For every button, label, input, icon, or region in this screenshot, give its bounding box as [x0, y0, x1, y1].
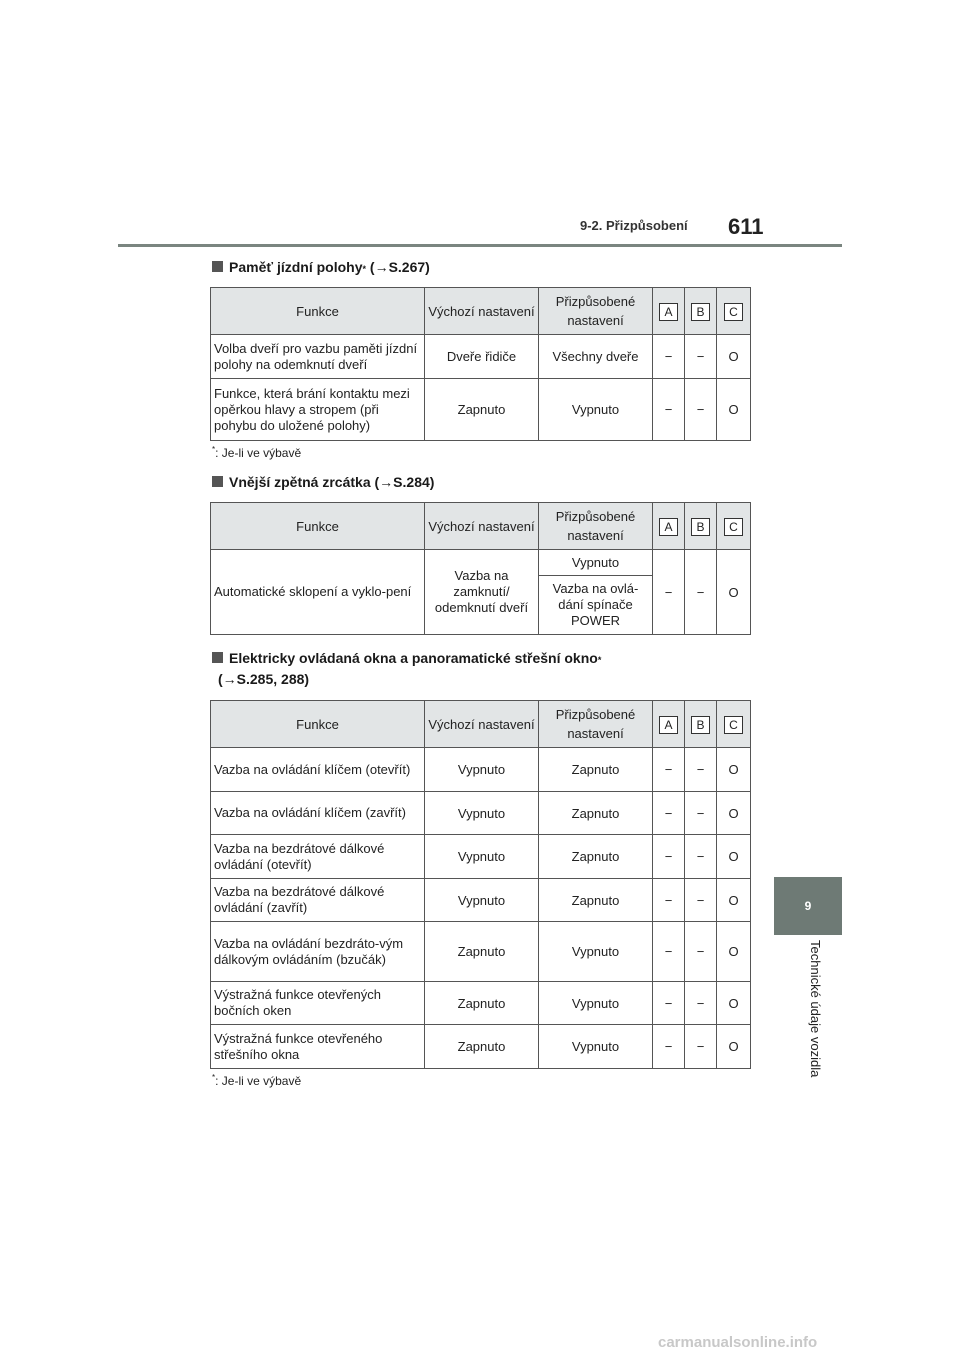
section-title-memory [212, 259, 430, 275]
cell-default: Vypnuto [425, 792, 539, 835]
chapter-number: 9 [804, 899, 812, 913]
cell-b: − [685, 379, 717, 441]
cell-function: Vazba na bezdrátové dálkové ovládání (otevřít) [211, 835, 425, 879]
cell-custom: Zapnuto [539, 879, 653, 922]
table-row [211, 982, 751, 1025]
col-a [653, 701, 685, 748]
cell-custom: Všechny dveře [539, 335, 653, 379]
table-header-row [211, 288, 751, 335]
cell-default: Zapnuto [425, 379, 539, 441]
section-title-text: Vnější zpětná zrcátka [229, 474, 371, 490]
cell-a: − [653, 1025, 685, 1069]
label-a: A [659, 716, 678, 734]
cell-c: O [717, 879, 751, 922]
section-reference[interactable]: (→S.267) [369, 259, 430, 275]
cell-custom: Zapnuto [539, 835, 653, 879]
cell-a: − [653, 748, 685, 792]
label-b: B [691, 303, 710, 321]
cell-c: O [717, 835, 751, 879]
col-c [717, 503, 751, 550]
section-reference[interactable]: (→S.284) [374, 474, 435, 490]
cell-custom: Vypnuto [539, 1025, 653, 1069]
col-custom: Přizpůsobené nastavení [539, 503, 653, 550]
cell-a: − [653, 550, 685, 635]
cell-b: − [685, 748, 717, 792]
table-row [211, 335, 751, 379]
footnote-memory [212, 445, 301, 460]
col-custom: Přizpůsobené nastavení [539, 701, 653, 748]
section-title-mirrors [212, 474, 434, 490]
col-b [685, 701, 717, 748]
cell-custom: Vypnuto [539, 922, 653, 982]
cell-b: − [685, 879, 717, 922]
cell-default: Zapnuto [425, 922, 539, 982]
footnote-text: : Je-li ve výbavě [215, 1074, 302, 1088]
col-function: Funkce [211, 288, 425, 335]
cell-a: − [653, 335, 685, 379]
col-c [717, 288, 751, 335]
cell-custom: Vypnuto [539, 982, 653, 1025]
bullet-square-icon [212, 476, 223, 487]
page-number: 611 [728, 214, 764, 239]
footnote-asterisk: * [212, 1073, 216, 1082]
col-a [653, 503, 685, 550]
cell-function: Funkce, která brání kontaktu mezi opěrkou hlavy a stropem (při pohybu do uložené polohy) [211, 379, 425, 441]
col-c [717, 701, 751, 748]
cell-custom: Zapnuto [539, 792, 653, 835]
section-header-title: 9-2. Přizpůsobení [580, 218, 688, 233]
cell-function: Automatické sklopení a vyklo-pení [211, 550, 425, 635]
chapter-tab[interactable] [774, 877, 842, 935]
cell-c: O [717, 335, 751, 379]
label-c: C [724, 716, 743, 734]
table-header-row [211, 503, 751, 550]
cell-a: − [653, 982, 685, 1025]
section-title-windows [212, 650, 601, 666]
col-default: Výchozí nastavení [425, 503, 539, 550]
col-default: Výchozí nastavení [425, 288, 539, 335]
cell-function: Vazba na ovládání bezdráto-vým dálkovým ovládáním (bzučák) [211, 922, 425, 982]
table-row [211, 379, 751, 441]
table-row [211, 1025, 751, 1069]
watermark: carmanualsonline.info [658, 1334, 818, 1351]
table-row [211, 922, 751, 982]
cell-c: O [717, 550, 751, 635]
footnote-windows [212, 1073, 301, 1088]
col-function: Funkce [211, 701, 425, 748]
cell-default: Vazba na zamknutí/ odemknutí dveří [425, 550, 539, 635]
cell-b: − [685, 1025, 717, 1069]
cell-a: − [653, 379, 685, 441]
cell-b: − [685, 335, 717, 379]
table-windows [210, 700, 751, 1069]
table-row [211, 792, 751, 835]
table-row [211, 835, 751, 879]
col-a [653, 288, 685, 335]
cell-custom: Vypnuto [539, 379, 653, 441]
cell-a: − [653, 922, 685, 982]
col-function: Funkce [211, 503, 425, 550]
cell-default: Vypnuto [425, 835, 539, 879]
chapter-label: Technické údaje vozidla [808, 940, 823, 1078]
cell-custom: Vypnuto [539, 550, 653, 576]
col-default: Výchozí nastavení [425, 701, 539, 748]
cell-function: Výstražná funkce otevřených bočních oken [211, 982, 425, 1025]
cell-b: − [685, 982, 717, 1025]
cell-function: Volba dveří pro vazbu paměti jízdní polohy na odemknutí dveří [211, 335, 425, 379]
cell-default: Vypnuto [425, 879, 539, 922]
section-title-text: Elektricky ovládaná okna a panoramatické střešní okno [229, 650, 598, 666]
cell-default: Dveře řidiče [425, 335, 539, 379]
cell-a: − [653, 835, 685, 879]
cell-b: − [685, 550, 717, 635]
cell-c: O [717, 982, 751, 1025]
cell-default: Vypnuto [425, 748, 539, 792]
bullet-square-icon [212, 261, 223, 272]
header-divider [118, 244, 842, 247]
footnote-asterisk: * [212, 445, 216, 454]
cell-function: Vazba na bezdrátové dálkové ovládání (zavřít) [211, 879, 425, 922]
asterisk-marker: * [597, 655, 602, 665]
col-b [685, 503, 717, 550]
table-mirrors [210, 502, 751, 635]
cell-c: O [717, 792, 751, 835]
cell-a: − [653, 879, 685, 922]
table-row [211, 550, 751, 576]
cell-a: − [653, 792, 685, 835]
footnote-text: : Je-li ve výbavě [215, 446, 302, 460]
cell-custom: Zapnuto [539, 748, 653, 792]
section-reference[interactable]: (→S.285, 288) [218, 671, 310, 687]
col-custom: Přizpůsobené nastavení [539, 288, 653, 335]
cell-c: O [717, 1025, 751, 1069]
cell-b: − [685, 835, 717, 879]
label-b: B [691, 518, 710, 536]
cell-default: Zapnuto [425, 982, 539, 1025]
cell-function: Výstražná funkce otevřeného střešního okna [211, 1025, 425, 1069]
cell-function: Vazba na ovládání klíčem (zavřít) [211, 792, 425, 835]
col-b [685, 288, 717, 335]
section-title-text: Paměť jízdní polohy [229, 259, 363, 275]
table-header-row [211, 701, 751, 748]
label-c: C [724, 303, 743, 321]
cell-b: − [685, 792, 717, 835]
cell-default: Zapnuto [425, 1025, 539, 1069]
table-row [211, 748, 751, 792]
label-a: A [659, 518, 678, 536]
label-b: B [691, 716, 710, 734]
label-c: C [724, 518, 743, 536]
label-a: A [659, 303, 678, 321]
cell-function: Vazba na ovládání klíčem (otevřít) [211, 748, 425, 792]
cell-custom: Vazba na ovlá-dání spínače POWER [539, 576, 653, 635]
cell-b: − [685, 922, 717, 982]
bullet-square-icon [212, 652, 223, 663]
table-memory [210, 287, 751, 441]
cell-c: O [717, 748, 751, 792]
asterisk-marker: * [362, 264, 367, 274]
table-row [211, 879, 751, 922]
cell-c: O [717, 922, 751, 982]
cell-c: O [717, 379, 751, 441]
